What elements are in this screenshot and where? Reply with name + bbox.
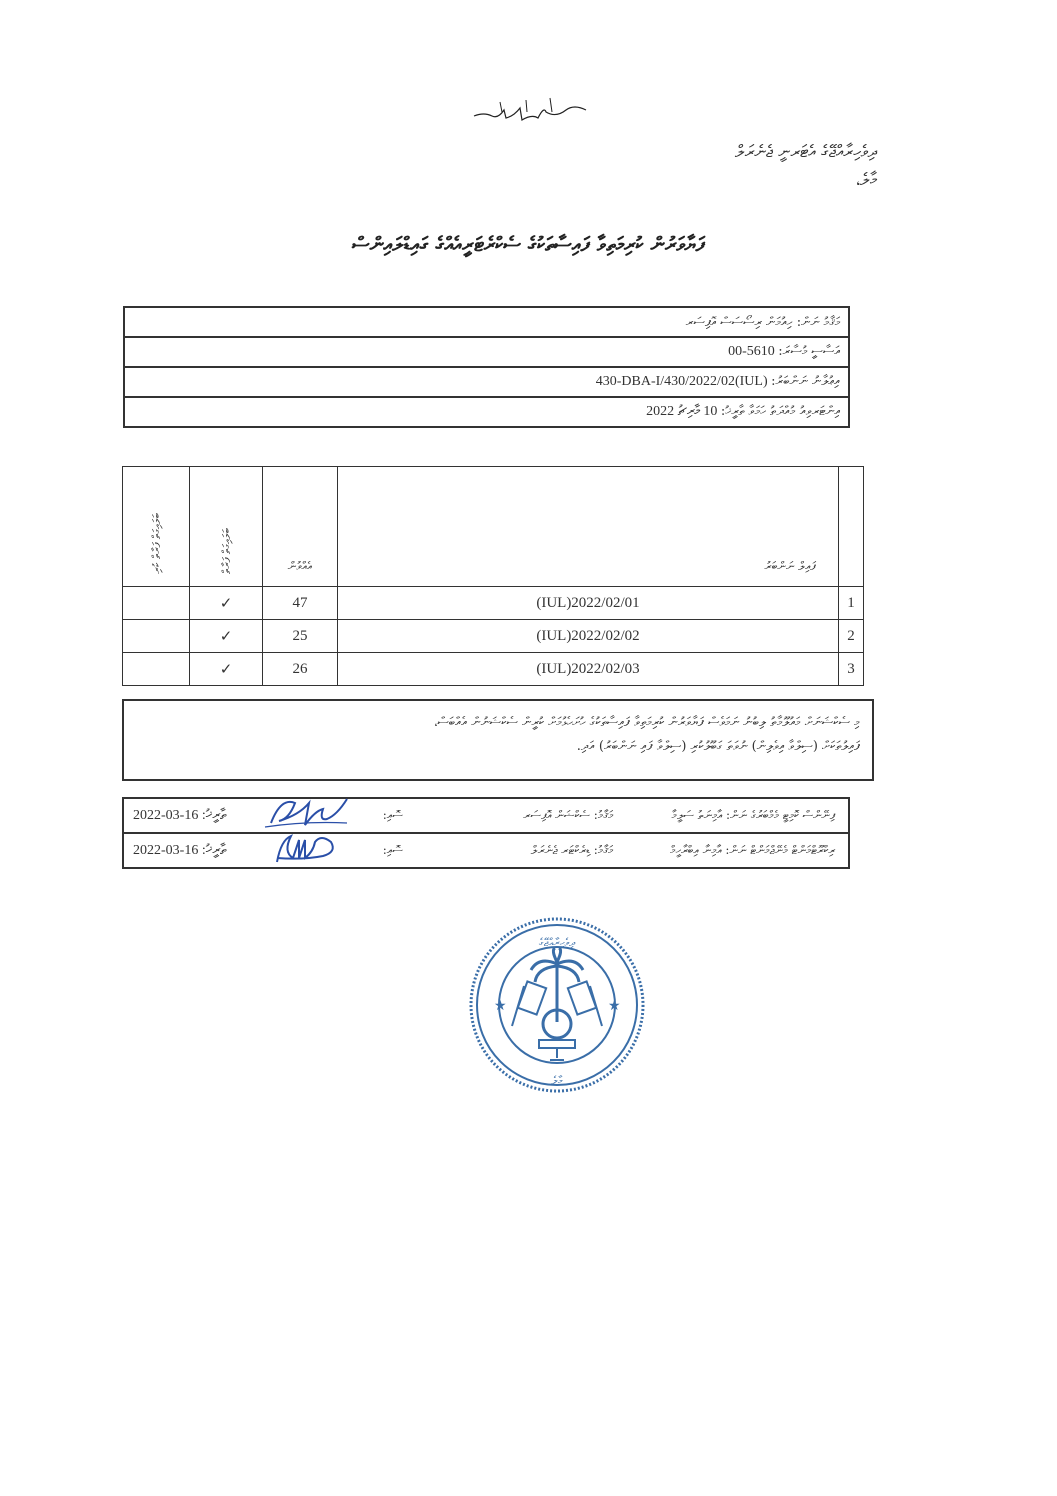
row-extra [123,620,190,653]
deadline-value: 10 މާރިޗު 2022 [646,404,718,419]
row-file-number: (IUL)2022/02/01 [338,587,839,620]
office-name: ދިވެހިރާއްޖޭގެ އެޓަރނީ ޖެނެރަލް [734,142,877,162]
row-marks: 25 [263,620,338,653]
info-row-salary [124,337,849,367]
signer-title: މަޤާމު: ޑިރެކްޓަރ ޖެނެރަލް [530,843,613,857]
announcement-label: އިޢުލާނު ނަންބަރު: [771,374,840,389]
announcement-number: (IUL)430-DBA-I/430/2022/02 [595,374,768,389]
row-check: ✓ [190,587,263,620]
header-marks: އެއްވުން [263,467,338,587]
statement-line-1: މި ސެކްޝަނަށް މައުލޫމާތު ލިބުނު ނަމަވެސް ފަޔާވަރުން ކުރިމަތިވާ ފައިސާތަކުގެ ހުށަހެޅުމަށް ކުރީން ސެކްޝަނުން އެއްބަސް، [434,715,860,730]
statement-box [122,699,874,781]
signature-label: ސޮއި: [382,808,403,822]
date-label: ތާރީޚު: [201,842,227,858]
deadline-label: އިންޓަރވިއު މުއްދަތު ހަމަވާ ތާރީޚު: [720,404,840,419]
table-row [123,620,864,653]
signature-date: 16-03-2022 [133,807,199,823]
info-row-announcement [124,367,849,397]
row-file-number: (IUL)2022/02/03 [338,653,839,686]
position-label: މަޤާމު ނަން: ހިއުމަން ރިސޯސަސް އޮފިސަރ [124,307,849,337]
signature-row [123,833,849,868]
signatures-table [122,797,850,869]
info-row-position [124,307,849,337]
salary-value: 5610-00 [728,344,775,359]
svg-text:★: ★ [608,998,621,1014]
info-row-deadline [124,397,849,427]
row-number: 2 [839,620,864,653]
handwritten-signature [263,793,353,833]
header-extra: ބަލައިގަތް ފަރާތް ކުރި [123,467,190,587]
svg-text:ދިވެހިރާއްޖޭގެ: ދިވެހިރާއްޖޭގެ [538,936,576,949]
header-file-number: ފައިލް ނަންބަރު [338,467,839,587]
position-info-table [123,306,850,428]
table-row [123,587,864,620]
signature-label: ސޮއި: [382,843,403,857]
office-city: މާލެ، [855,170,877,190]
row-extra [123,653,190,686]
table-row [123,653,864,686]
signer-title: މަޤާމު: ސެކްޝަން އޮފިސަރ [523,808,613,822]
signature-date: 16-03-2022 [133,842,199,858]
row-check: ✓ [190,653,263,686]
row-number: 3 [839,653,864,686]
bismillah-calligraphy [470,94,590,126]
row-marks: 26 [263,653,338,686]
signer-name: ފިނޭންސް ކޮމިޓީ މެމްބަރުގެ ނަން: އާމިނަތު ސަލީމާ [671,808,835,822]
files-header-row [123,467,864,587]
signer-name: ރިކްރޫޓްމަންޓް މެނޭޖްމަންޓް ނަން: އާމިނާ އިބްރާހީމް [670,843,835,857]
salary-label: އަސާސީ މުސާރަ: [778,344,840,359]
signature-row [123,798,849,833]
handwritten-signature [263,828,353,868]
document-title: ފަޔާވަރުން ކުރިމަތިވާ ފައިސާތަކުގެ ސެކްރެޓަރީއެއްގެ ގައިޑްލައިންސް [352,232,705,256]
row-check: ✓ [190,620,263,653]
official-seal-icon [466,912,648,1098]
statement-line-2: ފައިލުތަކަށް (ސިލްވާ އިވެލިން) ނުވަތަ ގަބޫލުކުރި (ސިލްވާ ފައި ނަންބަރު) އަދި. [576,739,860,754]
office-header [735,138,877,194]
header-check: ބަލައިގަތް ފަރާތް [190,467,263,587]
svg-text:★: ★ [494,998,507,1014]
row-file-number: (IUL)2022/02/02 [338,620,839,653]
date-label: ތާރީޚު: [201,807,227,823]
row-extra [123,587,190,620]
files-table [122,466,864,686]
svg-text:މާލެ: މާލެ [551,1074,563,1087]
header-row-number [839,467,864,587]
row-marks: 47 [263,587,338,620]
row-number: 1 [839,587,864,620]
